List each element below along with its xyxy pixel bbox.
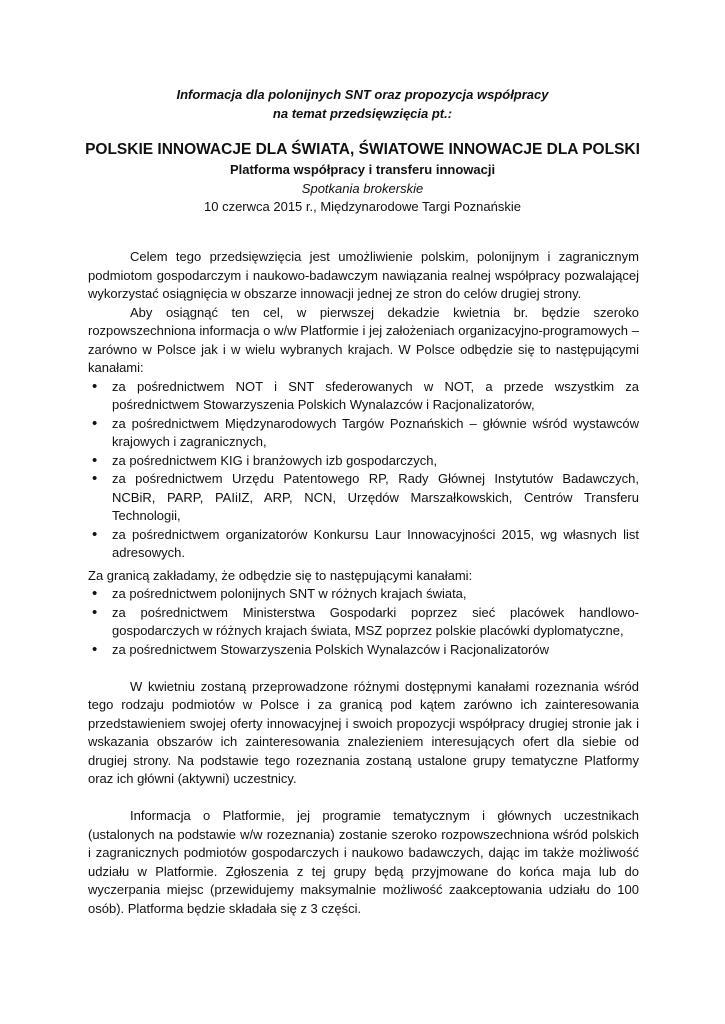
abroad-channels-list bbox=[88, 585, 639, 659]
intro-heading bbox=[0, 86, 725, 123]
domestic-channels-list bbox=[88, 378, 639, 563]
list-item: • za pośrednictwem polonijnych SNT w różnych krajach świata, bbox=[88, 585, 639, 604]
event-type: Spotkania brokerskie bbox=[301, 180, 424, 196]
abroad-intro: Za granicą zakładamy, że odbędzie się to następującymi kanałami: bbox=[88, 567, 473, 583]
subtitle-block bbox=[0, 161, 725, 217]
list-item: • za pośrednictwem NOT i SNT sfederowanych w NOT, a przede wszystkim za pośrednictwem Stowarzyszenia Polskich Wynalazców i Racjonalizatorów, bbox=[88, 378, 639, 415]
list-item: • za pośrednictwem Stowarzyszenia Polskich Wynalazców i Racjonalizatorów bbox=[88, 641, 639, 660]
list-item: • za pośrednictwem Międzynarodowych Targów Poznańskich – głównie wśród wystawców krajowych i zagranicznych, bbox=[88, 415, 639, 452]
intro-line-2: na temat przedsięwzięcia pt.: bbox=[272, 105, 453, 121]
list-item: • za pośrednictwem Ministerstwa Gospodarki poprzez sieć placówek handlowo-gospodarczych w różnych krajach świata, MSZ poprzez polskie placówki dyplomatyczne, bbox=[88, 604, 639, 641]
list-item: • za pośrednictwem Urzędu Patentowego RP, Rady Głównej Instytutów Badawczych, NCBiR, PARP, PAIiIZ, ARP, NCN, Urzędów Marszałkowskich, Centrów Transferu Technologii, bbox=[88, 470, 639, 526]
paragraph-platform-info: Informacja o Platformie, jej programie tematycznym i głównych uczestnikach (ustalonych na podstawie w/w rozeznania) zostanie szeroko rozpowszechniona wśród polskich i zagranicznych podmiotów gospodarczych i naukowo badawczych, dając im także możliwość udziału w Platformie. Zgłoszenia z tej grupy będą przyjmowane do końca maja lub do wyczerpania miejsc (przewidujemy maksymalnie możliwość zaakceptowania udziału do 100 osób). Platforma będzie składała się z 3 części. bbox=[88, 808, 639, 916]
date-place: 10 czerwca 2015 r., Międzynarodowe Targi Poznańskie bbox=[204, 199, 521, 214]
subtitle: Platforma współpracy i transferu innowacji bbox=[229, 162, 496, 177]
paragraph-dissemination: Aby osiągnąć ten cel, w pierwszej dekadzie kwietnia br. będzie szeroko rozpowszechniona informacja o w/w Platformie i jej założeniach organizacyjno-programowych – zarówno w Polsce jak i w wielu wybranych krajach. W Polsce odbędzie się to następującymi kanałami: bbox=[88, 304, 639, 375]
paragraph-survey: W kwietniu zostaną przeprowadzone różnymi dostępnymi kanałami rozeznania wśród tego rodzaju podmiotów w Polsce i za granicą pod kątem zarówno ich zainteresowania przedstawieniem swojej oferty innowacyjnej i swoich propozycji współpracy drugiej stronie jak i wskazania obszarów ich zainteresowania znalezieniem interesujących ofert dla siebie od drugiej strony. Na podstawie tego rozeznania zostaną ustalone grupy tematyczne Platformy oraz ich główni (aktywni) uczestnicy. bbox=[88, 678, 639, 786]
paragraph-purpose: Celem tego przedsięwzięcia jest umożliwienie polskim, polonijnym i zagranicznym podmiotom gospodarczym i naukowo-badawczym nawiązania realnej współpracy pozwalającej wykorzystać osiągnięcia w obszarze innowacji jednej ze stron do celów drugiej strony. bbox=[88, 249, 639, 301]
list-item: • za pośrednictwem KIG i branżowych izb gospodarczych, bbox=[88, 452, 639, 471]
document-title: POLSKIE INNOWACJE DLA ŚWIATA, ŚWIATOWE INNOWACJE DLA POLSKI bbox=[85, 141, 640, 158]
intro-line-1: Informacja dla polonijnych SNT oraz propozycja współpracy bbox=[176, 87, 549, 102]
list-item: • za pośrednictwem organizatorów Konkursu Laur Innowacyjności 2015, wg własnych list adresowych. bbox=[88, 526, 639, 563]
document-body bbox=[88, 248, 639, 918]
